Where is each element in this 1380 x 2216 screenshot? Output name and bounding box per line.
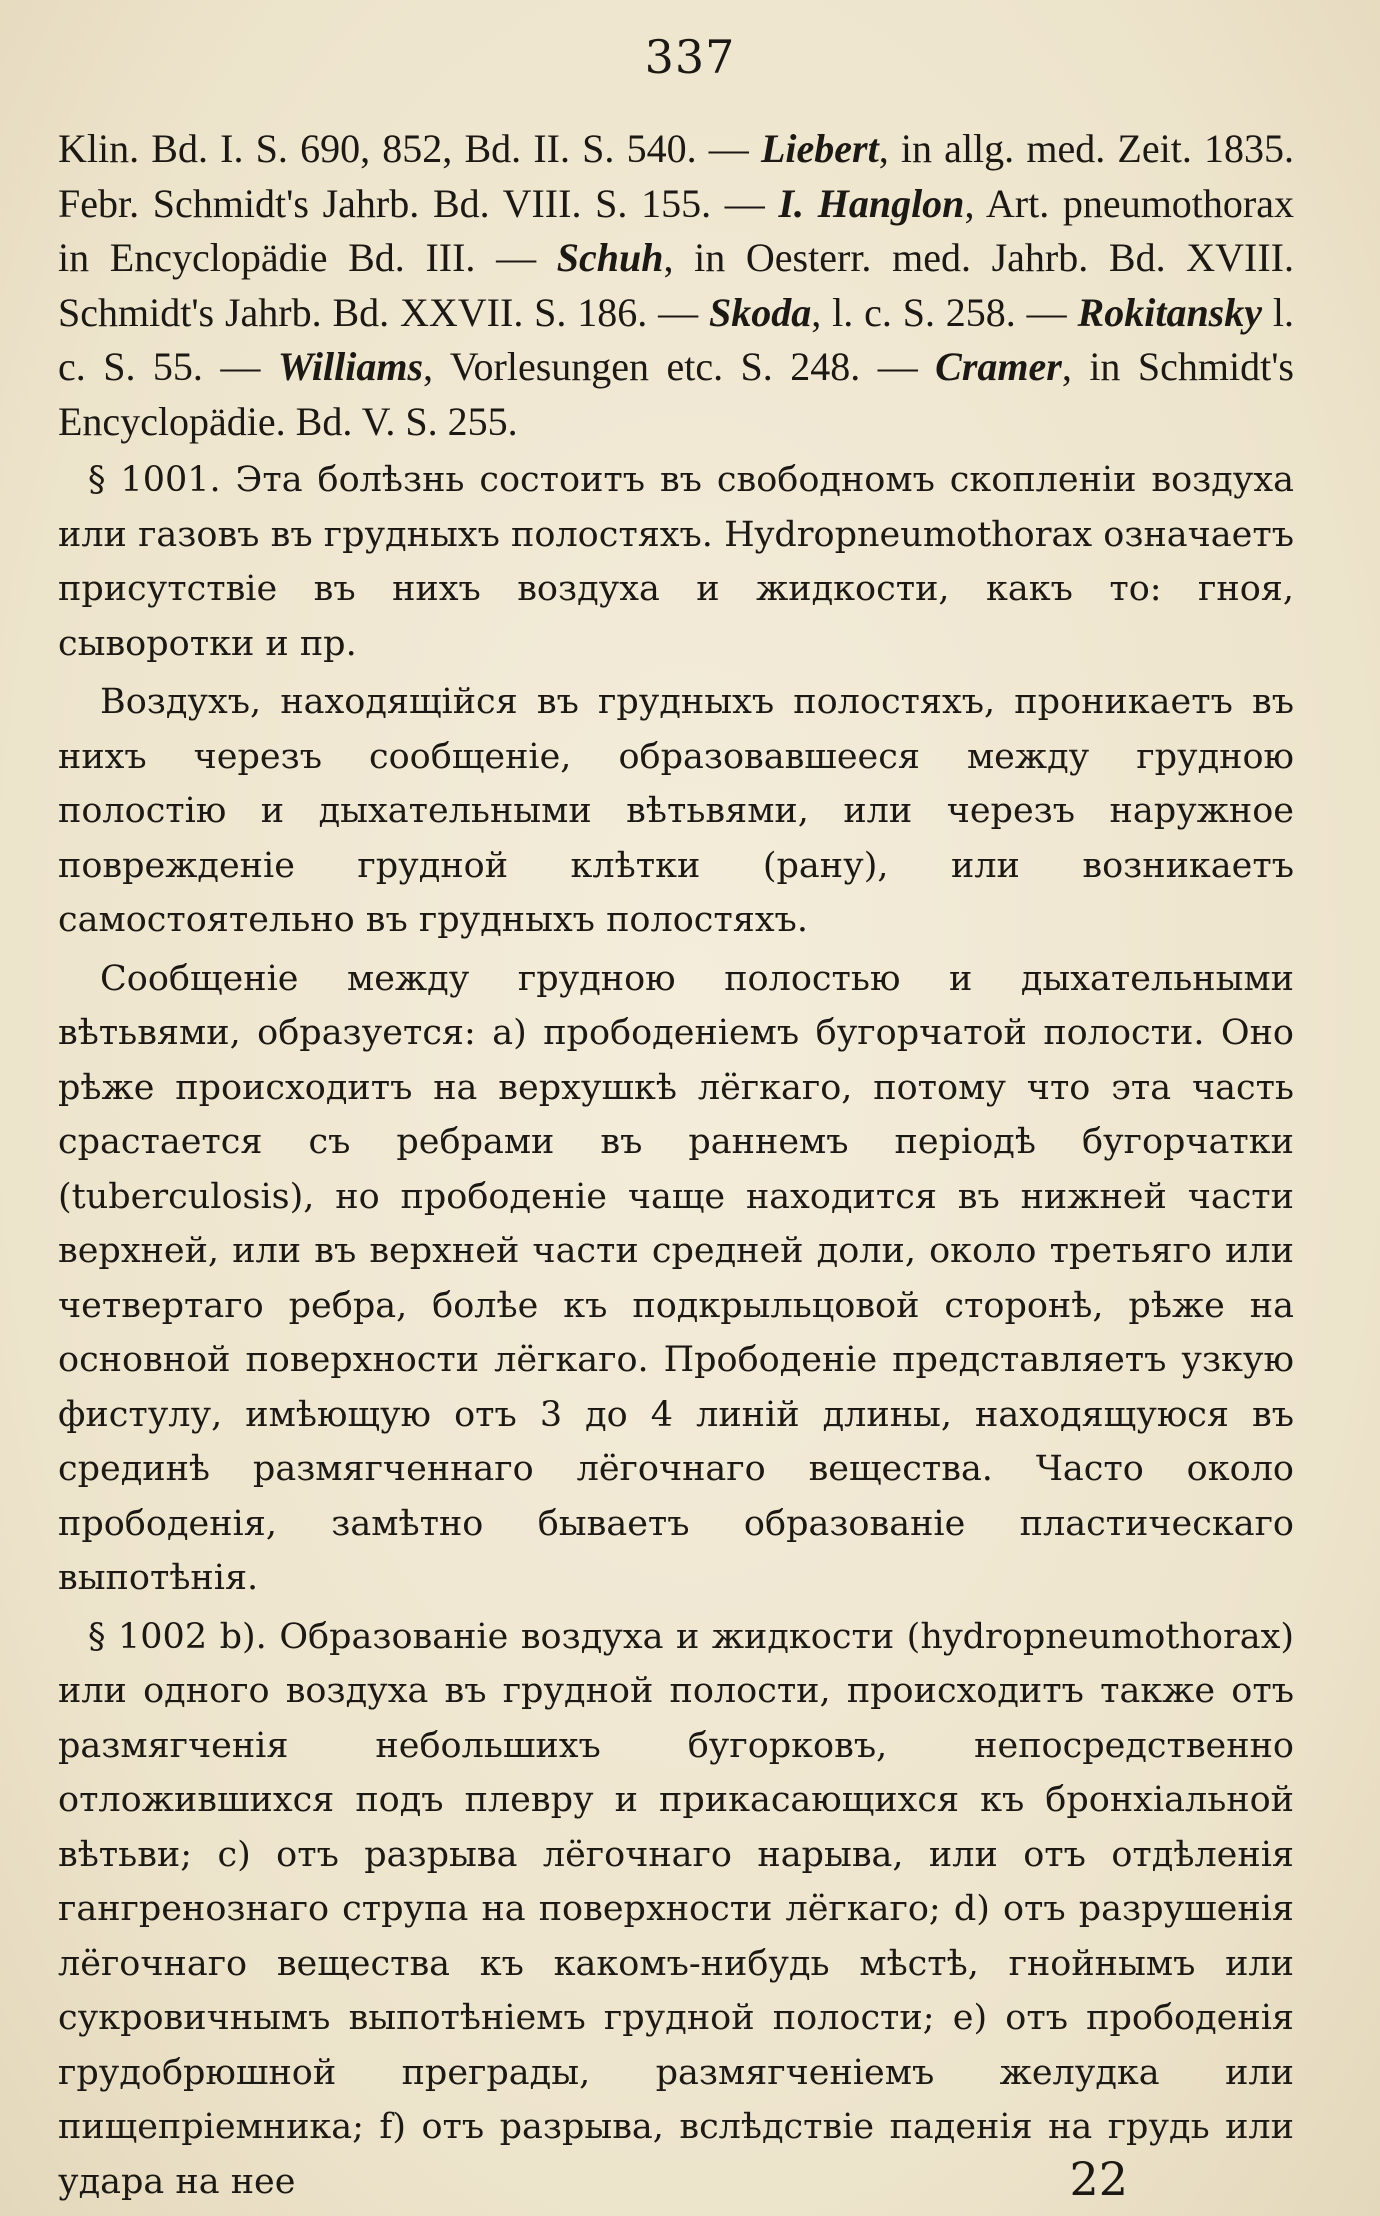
paragraph-perforation: Сообщеніе между грудною полостью и дыхательными вѣтьвями, образуется: а) прободеніемъ бугорчатой полости. Оно рѣже происходитъ на верхушкѣ лёгкаго, потому что эта часть срастается съ ребрами въ раннемъ періодѣ бугорчатки (tuberculosis), но прободеніе чаще находится въ нижней части верхней, или въ верхней части средней доли, около третьяго или четвертаго ребра, болѣе къ подкрыльцовой сторонѣ, рѣже на основной поверхности лёгкаго. Прободеніе представляетъ узкую фистулу, имѣющую отъ 3 до 4 линій длины, находящуюся въ срединѣ размягченнаго лёгочнаго вещества. Часто около прободенія, замѣтно бываетъ образованіе пластическаго выпотѣнія. (58, 958, 1294, 1598)
ref-author: Rokitansky (1077, 289, 1263, 335)
ref-text: , in allg. med. Zeit. 1835. Febr. Schmidt's Jahrb. Bd. VIII. S. 155. — (58, 126, 1295, 226)
ref-text: , l. c. S. 258. — (811, 289, 1078, 335)
ref-text: l. c. S. 55. — (58, 289, 1294, 389)
section-1002: § 1002 b). Образованіе воздуха и жидкости (hydropneumothorax) или одного воздуха въ грудной полости, происходитъ также отъ размягченія небольшихъ бугорковъ, непосредственно отложившихся подъ плевру и прикасающихся къ бронхіальной вѣтьви; с) отъ разрыва лёгочнаго нарыва, или отъ отдѣленія гангренознаго струпа на поверхности лёгкаго; d) отъ разрушенія лёгочнаго вещества къ какомъ-нибудь мѣстѣ, гнойнымъ или сукровичнымъ выпотѣніемъ грудной полости; е) отъ прободенія грудобрюшной преграды, размягченіемъ желудка или пищепріемника; f) отъ разрыва, вслѣдствіе паденія на грудь или удара на нее (58, 1616, 1294, 2202)
page-body (58, 122, 1294, 2209)
ref-author: I. Hanglon (778, 180, 965, 226)
ref-author: Schuh (556, 235, 664, 280)
ref-author: Liebert (760, 126, 879, 171)
ref-text: , in Oesterr. med. Jahrb. Bd. XVIII. Schmidt's Jahrb. Bd. XXVII. S. 186. — (58, 235, 1294, 335)
ref-author: Skoda (709, 289, 812, 335)
ref-author: Cramer (935, 344, 1062, 389)
ref-text: , Vorlesungen etc. S. 248. — (423, 344, 936, 389)
ref-author: Williams (277, 344, 424, 389)
references-block (58, 122, 1294, 449)
signature-mark: 22 (1069, 2152, 1128, 2206)
ref-text: Klin. Bd. I. S. 690, 852, Bd. II. S. 540. — (58, 126, 761, 171)
ref-text: , in Schmidt's Encyclopädie. Bd. V. S. 255. (58, 344, 1294, 444)
section-1001: § 1001. Эта болѣзнь состоитъ въ свободномъ скопленіи воздуха или газовъ въ грудныхъ полостяхъ. Hydropneumothorax означаетъ присутствіе въ нихъ воздуха и жидкости, какъ то: гноя, сыворотки и пр. (58, 460, 1294, 664)
ref-text: , Art. pneumothorax in Encyclopädie Bd. III. — (58, 180, 1294, 280)
page-number: 337 (644, 30, 736, 84)
paragraph-air-entry: Воздухъ, находящійся въ грудныхъ полостяхъ, проникаетъ въ нихъ черезъ сообщеніе, образовавшееся между грудною полостію и дыхательными вѣтьвями, или черезъ наружное поврежденіе грудной клѣтки (рану), или возникаетъ самостоятельно въ грудныхъ полостяхъ. (58, 682, 1294, 940)
